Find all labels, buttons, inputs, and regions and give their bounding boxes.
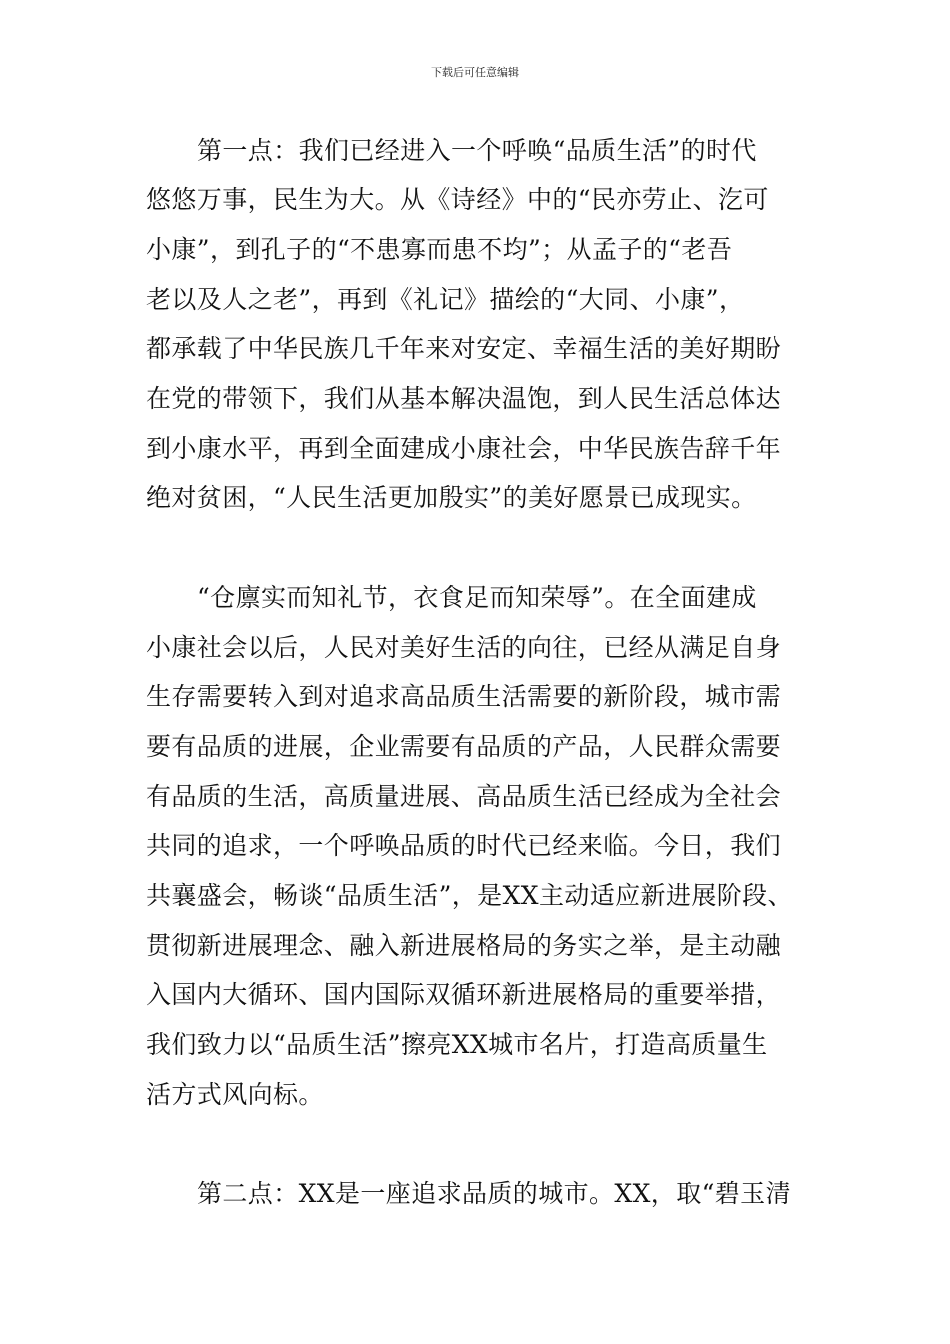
paragraph-2-line-7: 共襄盛会，畅谈“品质生活”，是XX主动适应新进展阶段、	[146, 881, 793, 910]
paragraph-2-line-9: 入国内大循环、国内国际双循环新进展格局的重要举措，	[146, 980, 782, 1009]
paragraph-1-line-4: 老以及人之老”，再到《礼记》描绘的“大同、小康”，	[146, 285, 745, 314]
paragraph-1-line-7: 到小康水平，再到全面建成小康社会，中华民族告辞千年	[146, 434, 782, 463]
paragraph-2-line-2: 小康社会以后，人民对美好生活的向往，已经从满足自身	[146, 633, 782, 662]
paragraph-2-line-10: 我们致力以“品质生活”擦亮XX城市名片，打造高质量生	[146, 1030, 768, 1059]
paragraph-2-line-5: 有品质的生活，高质量进展、高品质生活已经成为全社会	[146, 782, 782, 811]
paragraph-1-line-3: 小康”，到孔子的“不患寡而患不均”；从孟子的“老吾	[146, 235, 733, 264]
paragraph-1-line-6: 在党的带领下，我们从基本解决温饱，到人民生活总体达	[146, 384, 782, 413]
paragraph-1-line-2: 悠悠万事，民生为大。从《诗经》中的“民亦劳止、汔可	[146, 185, 769, 214]
paragraph-1-line-8: 绝对贫困，“人民生活更加殷实”的美好愿景已成现实。	[146, 483, 757, 512]
paragraph-2-line-1: “仓廪实而知礼节，衣食足而知荣辱”。在全面建成	[197, 583, 757, 612]
paragraph-2-line-8: 贯彻新进展理念、融入新进展格局的务实之举，是主动融	[146, 931, 782, 960]
paragraph-1-line-1: 第一点：我们已经进入一个呼唤“品质生活”的时代	[197, 136, 757, 165]
page-header: 下载后可任意编辑	[431, 66, 519, 79]
paragraph-1-line-5: 都承载了中华民族几千年来对安定、幸福生活的美好期盼	[146, 334, 782, 363]
paragraph-2-line-6: 共同的追求，一个呼唤品质的时代已经来临。今日，我们	[146, 831, 782, 860]
paragraph-2-line-4: 要有品质的进展，企业需要有品质的产品，人民群众需要	[146, 732, 782, 761]
paragraph-2-line-3: 生存需要转入到对追求高品质生活需要的新阶段，城市需	[146, 682, 782, 711]
paragraph-3-line-1: 第二点：XX是一座追求品质的城市。XX，取“碧玉清	[197, 1179, 791, 1208]
paragraph-2-line-11: 活方式风向标。	[146, 1080, 324, 1109]
